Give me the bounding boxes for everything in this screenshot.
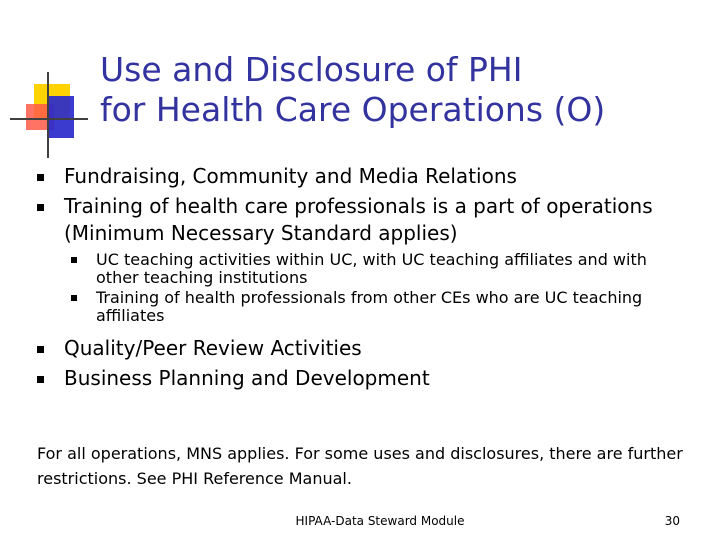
page-number: 30 — [664, 514, 680, 528]
sub-bullet-list — [0, 251, 720, 325]
bullet-text: Training of health care professionals is a part of operations (Minimum Necessary Standard applies) — [64, 194, 653, 245]
sub-bullet-item — [0, 251, 676, 287]
square-bullet-icon — [37, 376, 44, 383]
bullet-text: Business Planning and Development — [64, 366, 430, 390]
bullet-text: Fundraising, Community and Media Relations — [64, 164, 517, 188]
sub-bullet-text: UC teaching activities within UC, with UC teaching affiliates and with other teaching institutions — [96, 250, 647, 287]
slide-title-line-1: Use and Disclosure of PHI — [100, 50, 523, 89]
footer-module-name: HIPAA-Data Steward Module — [295, 514, 465, 528]
logo-blue-square — [48, 96, 74, 138]
decorative-logo-icon — [0, 0, 100, 170]
logo-vertical-line — [47, 72, 49, 158]
square-bullet-icon — [71, 257, 77, 263]
bullet-item — [0, 335, 720, 362]
bullet-list — [0, 163, 720, 395]
slide-title — [100, 50, 700, 130]
bullet-item — [0, 163, 720, 190]
sub-bullet-text: Training of health professionals from other CEs who are UC teaching affiliates — [96, 288, 643, 325]
bullet-item — [0, 365, 720, 392]
bullet-text: Quality/Peer Review Activities — [64, 336, 362, 360]
square-bullet-icon — [37, 204, 44, 211]
square-bullet-icon — [37, 346, 44, 353]
bullet-item — [0, 193, 704, 247]
square-bullet-icon — [71, 295, 77, 301]
logo-horizontal-line — [10, 118, 88, 120]
slide-title-line-2: for Health Care Operations (O) — [100, 90, 606, 129]
operations-note: For all operations, MNS applies. For some uses and disclosures, there are further restrictions. See PHI Reference Manual. — [37, 444, 683, 488]
sub-bullet-item — [0, 289, 676, 325]
square-bullet-icon — [37, 174, 44, 181]
